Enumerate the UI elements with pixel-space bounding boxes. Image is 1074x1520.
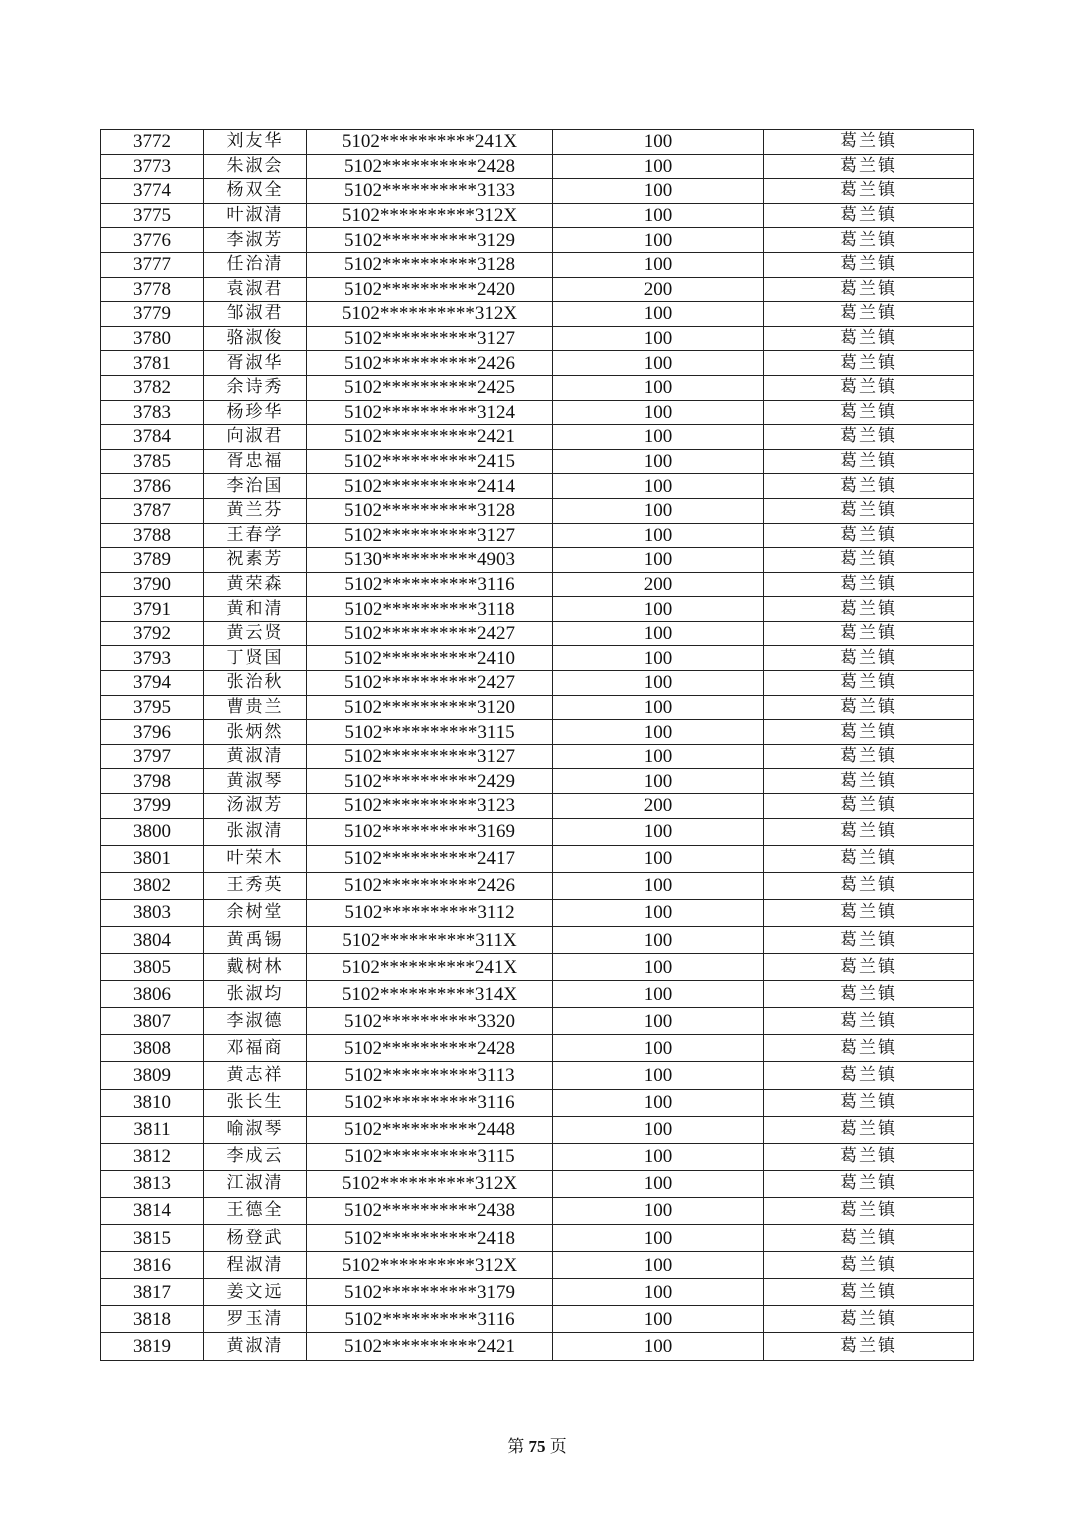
person-name-cell: 袁淑君 [204,277,307,302]
town-name-cell: 葛兰镇 [764,769,974,794]
table-row [101,1197,974,1224]
row-number-cell: 3797 [101,744,204,769]
amount-cell: 100 [553,621,764,646]
table-row [101,154,974,179]
row-number-cell: 3777 [101,252,204,277]
id-number-cell: 5102**********312X [307,1170,553,1197]
id-number-cell: 5102**********241X [307,130,553,155]
amount-cell: 100 [553,1116,764,1143]
person-name-cell: 杨珍华 [204,400,307,425]
table-row [101,130,974,155]
amount-cell: 100 [553,179,764,204]
amount-cell: 200 [553,794,764,819]
id-number-cell: 5102**********3129 [307,228,553,253]
town-name-cell: 葛兰镇 [764,872,974,899]
table-row [101,872,974,899]
amount-cell: 100 [553,1306,764,1333]
person-name-cell: 黄淑清 [204,744,307,769]
row-number-cell: 3784 [101,425,204,450]
id-number-cell: 5102**********3127 [307,744,553,769]
roster-table [100,129,974,1361]
town-name-cell: 葛兰镇 [764,695,974,720]
amount-cell: 100 [553,1252,764,1279]
town-name-cell: 葛兰镇 [764,899,974,926]
town-name-cell: 葛兰镇 [764,1062,974,1089]
person-name-cell: 李治国 [204,474,307,499]
id-number-cell: 5102**********2417 [307,845,553,872]
row-number-cell: 3772 [101,130,204,155]
town-name-cell: 葛兰镇 [764,927,974,954]
town-name-cell: 葛兰镇 [764,375,974,400]
town-name-cell: 葛兰镇 [764,400,974,425]
town-name-cell: 葛兰镇 [764,1008,974,1035]
id-number-cell: 5102**********3128 [307,252,553,277]
person-name-cell: 姜文远 [204,1279,307,1306]
row-number-cell: 3781 [101,351,204,376]
person-name-cell: 杨双全 [204,179,307,204]
table-row [101,845,974,872]
table-row [101,425,974,450]
person-name-cell: 张淑均 [204,981,307,1008]
id-number-cell: 5102**********3133 [307,179,553,204]
table-row [101,597,974,622]
row-number-cell: 3783 [101,400,204,425]
page-suffix: 页 [549,1437,567,1457]
id-number-cell: 5102**********3113 [307,1062,553,1089]
row-number-cell: 3791 [101,597,204,622]
roster-table-container [100,129,973,1361]
row-number-cell: 3818 [101,1306,204,1333]
row-number-cell: 3794 [101,671,204,696]
town-name-cell: 葛兰镇 [764,179,974,204]
id-number-cell: 5102**********3116 [307,1306,553,1333]
town-name-cell: 葛兰镇 [764,954,974,981]
table-row [101,1170,974,1197]
person-name-cell: 黄禹锡 [204,927,307,954]
table-row [101,228,974,253]
person-name-cell: 黄和清 [204,597,307,622]
table-row [101,695,974,720]
amount-cell: 100 [553,203,764,228]
person-name-cell: 余诗秀 [204,375,307,400]
amount-cell: 100 [553,1333,764,1360]
amount-cell: 100 [553,302,764,327]
row-number-cell: 3782 [101,375,204,400]
person-name-cell: 张长生 [204,1089,307,1116]
amount-cell: 100 [553,1197,764,1224]
table-row [101,1225,974,1252]
row-number-cell: 3779 [101,302,204,327]
person-name-cell: 喻淑琴 [204,1116,307,1143]
row-number-cell: 3812 [101,1143,204,1170]
town-name-cell: 葛兰镇 [764,523,974,548]
amount-cell: 100 [553,954,764,981]
page-prefix: 第 [507,1437,525,1457]
id-number-cell: 5102**********3116 [307,1089,553,1116]
table-row [101,1062,974,1089]
person-name-cell: 叶淑清 [204,203,307,228]
id-number-cell: 5102**********3118 [307,597,553,622]
id-number-cell: 5102**********2448 [307,1116,553,1143]
table-row [101,375,974,400]
town-name-cell: 葛兰镇 [764,425,974,450]
person-name-cell: 胥忠福 [204,449,307,474]
id-number-cell: 5102**********3179 [307,1279,553,1306]
amount-cell: 100 [553,1089,764,1116]
id-number-cell: 5102**********2428 [307,154,553,179]
row-number-cell: 3780 [101,326,204,351]
table-row [101,474,974,499]
town-name-cell: 葛兰镇 [764,1143,974,1170]
table-row [101,671,974,696]
id-number-cell: 5102**********2428 [307,1035,553,1062]
id-number-cell: 5102**********312X [307,203,553,228]
row-number-cell: 3819 [101,1333,204,1360]
row-number-cell: 3788 [101,523,204,548]
town-name-cell: 葛兰镇 [764,1279,974,1306]
page-number: 75 [528,1437,546,1456]
town-name-cell: 葛兰镇 [764,1170,974,1197]
person-name-cell: 向淑君 [204,425,307,450]
row-number-cell: 3774 [101,179,204,204]
table-row [101,981,974,1008]
person-name-cell: 李淑芳 [204,228,307,253]
id-number-cell: 5102**********311X [307,927,553,954]
amount-cell: 100 [553,130,764,155]
id-number-cell: 5102**********312X [307,302,553,327]
id-number-cell: 5102**********3123 [307,794,553,819]
row-number-cell: 3807 [101,1008,204,1035]
row-number-cell: 3800 [101,818,204,845]
amount-cell: 100 [553,981,764,1008]
amount-cell: 200 [553,572,764,597]
row-number-cell: 3778 [101,277,204,302]
amount-cell: 100 [553,1170,764,1197]
row-number-cell: 3776 [101,228,204,253]
table-row [101,572,974,597]
town-name-cell: 葛兰镇 [764,203,974,228]
town-name-cell: 葛兰镇 [764,621,974,646]
id-number-cell: 5102**********2420 [307,277,553,302]
row-number-cell: 3810 [101,1089,204,1116]
town-name-cell: 葛兰镇 [764,252,974,277]
town-name-cell: 葛兰镇 [764,1035,974,1062]
person-name-cell: 余树堂 [204,899,307,926]
town-name-cell: 葛兰镇 [764,302,974,327]
town-name-cell: 葛兰镇 [764,1197,974,1224]
row-number-cell: 3813 [101,1170,204,1197]
page-footer [0,1432,1074,1457]
amount-cell: 100 [553,845,764,872]
amount-cell: 100 [553,872,764,899]
id-number-cell: 5102**********2426 [307,872,553,899]
person-name-cell: 刘友华 [204,130,307,155]
town-name-cell: 葛兰镇 [764,351,974,376]
town-name-cell: 葛兰镇 [764,597,974,622]
id-number-cell: 5102**********2427 [307,621,553,646]
person-name-cell: 邹淑君 [204,302,307,327]
table-row [101,794,974,819]
amount-cell: 100 [553,400,764,425]
table-row [101,1252,974,1279]
amount-cell: 100 [553,1035,764,1062]
town-name-cell: 葛兰镇 [764,1333,974,1360]
amount-cell: 100 [553,1143,764,1170]
person-name-cell: 曹贵兰 [204,695,307,720]
amount-cell: 100 [553,597,764,622]
person-name-cell: 程淑清 [204,1252,307,1279]
row-number-cell: 3790 [101,572,204,597]
amount-cell: 100 [553,375,764,400]
id-number-cell: 5102**********2425 [307,375,553,400]
table-row [101,720,974,745]
amount-cell: 100 [553,228,764,253]
row-number-cell: 3786 [101,474,204,499]
table-row [101,818,974,845]
row-number-cell: 3815 [101,1225,204,1252]
person-name-cell: 江淑清 [204,1170,307,1197]
town-name-cell: 葛兰镇 [764,474,974,499]
id-number-cell: 5102**********241X [307,954,553,981]
table-row [101,1279,974,1306]
row-number-cell: 3817 [101,1279,204,1306]
person-name-cell: 丁贤国 [204,646,307,671]
table-row [101,203,974,228]
table-row [101,1089,974,1116]
id-number-cell: 5102**********314X [307,981,553,1008]
id-number-cell: 5102**********2415 [307,449,553,474]
amount-cell: 100 [553,548,764,573]
row-number-cell: 3802 [101,872,204,899]
amount-cell: 100 [553,899,764,926]
row-number-cell: 3804 [101,927,204,954]
amount-cell: 100 [553,326,764,351]
amount-cell: 100 [553,1008,764,1035]
table-row [101,899,974,926]
town-name-cell: 葛兰镇 [764,1225,974,1252]
id-number-cell: 5130**********4903 [307,548,553,573]
row-number-cell: 3798 [101,769,204,794]
row-number-cell: 3809 [101,1062,204,1089]
town-name-cell: 葛兰镇 [764,1252,974,1279]
amount-cell: 100 [553,769,764,794]
table-row [101,1143,974,1170]
table-row [101,954,974,981]
amount-cell: 100 [553,695,764,720]
person-name-cell: 王德全 [204,1197,307,1224]
person-name-cell: 胥淑华 [204,351,307,376]
person-name-cell: 黄云贤 [204,621,307,646]
town-name-cell: 葛兰镇 [764,548,974,573]
town-name-cell: 葛兰镇 [764,1306,974,1333]
table-row [101,523,974,548]
person-name-cell: 叶荣木 [204,845,307,872]
row-number-cell: 3795 [101,695,204,720]
table-row [101,744,974,769]
amount-cell: 100 [553,351,764,376]
person-name-cell: 张炳然 [204,720,307,745]
id-number-cell: 5102**********2427 [307,671,553,696]
table-row [101,277,974,302]
amount-cell: 100 [553,498,764,523]
row-number-cell: 3816 [101,1252,204,1279]
town-name-cell: 葛兰镇 [764,794,974,819]
id-number-cell: 5102**********2414 [307,474,553,499]
person-name-cell: 李成云 [204,1143,307,1170]
person-name-cell: 张治秋 [204,671,307,696]
person-name-cell: 杨登武 [204,1225,307,1252]
table-row [101,179,974,204]
table-row [101,400,974,425]
row-number-cell: 3792 [101,621,204,646]
amount-cell: 100 [553,474,764,499]
table-row [101,1008,974,1035]
person-name-cell: 王秀英 [204,872,307,899]
id-number-cell: 5102**********2418 [307,1225,553,1252]
id-number-cell: 5102**********3120 [307,695,553,720]
amount-cell: 100 [553,1279,764,1306]
table-row [101,252,974,277]
person-name-cell: 黄兰芬 [204,498,307,523]
table-row [101,302,974,327]
person-name-cell: 王春学 [204,523,307,548]
town-name-cell: 葛兰镇 [764,228,974,253]
row-number-cell: 3806 [101,981,204,1008]
row-number-cell: 3799 [101,794,204,819]
id-number-cell: 5102**********312X [307,1252,553,1279]
table-row [101,769,974,794]
town-name-cell: 葛兰镇 [764,1089,974,1116]
table-row [101,1035,974,1062]
table-row [101,498,974,523]
town-name-cell: 葛兰镇 [764,277,974,302]
person-name-cell: 李淑德 [204,1008,307,1035]
table-row [101,621,974,646]
row-number-cell: 3789 [101,548,204,573]
town-name-cell: 葛兰镇 [764,449,974,474]
amount-cell: 200 [553,277,764,302]
row-number-cell: 3793 [101,646,204,671]
amount-cell: 100 [553,1225,764,1252]
amount-cell: 100 [553,646,764,671]
id-number-cell: 5102**********2438 [307,1197,553,1224]
row-number-cell: 3796 [101,720,204,745]
table-row [101,449,974,474]
town-name-cell: 葛兰镇 [764,1116,974,1143]
id-number-cell: 5102**********3112 [307,899,553,926]
table-row [101,1333,974,1360]
amount-cell: 100 [553,671,764,696]
row-number-cell: 3808 [101,1035,204,1062]
amount-cell: 100 [553,1062,764,1089]
town-name-cell: 葛兰镇 [764,572,974,597]
row-number-cell: 3773 [101,154,204,179]
id-number-cell: 5102**********3169 [307,818,553,845]
town-name-cell: 葛兰镇 [764,981,974,1008]
town-name-cell: 葛兰镇 [764,646,974,671]
amount-cell: 100 [553,425,764,450]
town-name-cell: 葛兰镇 [764,498,974,523]
town-name-cell: 葛兰镇 [764,744,974,769]
id-number-cell: 5102**********3320 [307,1008,553,1035]
row-number-cell: 3787 [101,498,204,523]
row-number-cell: 3811 [101,1116,204,1143]
id-number-cell: 5102**********2429 [307,769,553,794]
amount-cell: 100 [553,154,764,179]
table-row [101,1116,974,1143]
person-name-cell: 骆淑俊 [204,326,307,351]
row-number-cell: 3785 [101,449,204,474]
amount-cell: 100 [553,927,764,954]
person-name-cell: 黄荣森 [204,572,307,597]
row-number-cell: 3803 [101,899,204,926]
town-name-cell: 葛兰镇 [764,845,974,872]
town-name-cell: 葛兰镇 [764,326,974,351]
person-name-cell: 邓福商 [204,1035,307,1062]
row-number-cell: 3805 [101,954,204,981]
amount-cell: 100 [553,744,764,769]
id-number-cell: 5102**********2421 [307,1333,553,1360]
person-name-cell: 罗玉清 [204,1306,307,1333]
id-number-cell: 5102**********3124 [307,400,553,425]
town-name-cell: 葛兰镇 [764,154,974,179]
id-number-cell: 5102**********3127 [307,523,553,548]
person-name-cell: 黄淑琴 [204,769,307,794]
person-name-cell: 汤淑芳 [204,794,307,819]
id-number-cell: 5102**********3115 [307,1143,553,1170]
amount-cell: 100 [553,720,764,745]
amount-cell: 100 [553,818,764,845]
table-row [101,548,974,573]
id-number-cell: 5102**********3127 [307,326,553,351]
id-number-cell: 5102**********3128 [307,498,553,523]
amount-cell: 100 [553,523,764,548]
person-name-cell: 戴树林 [204,954,307,981]
town-name-cell: 葛兰镇 [764,671,974,696]
roster-table-body [101,130,974,1361]
person-name-cell: 朱淑会 [204,154,307,179]
row-number-cell: 3801 [101,845,204,872]
id-number-cell: 5102**********2426 [307,351,553,376]
row-number-cell: 3814 [101,1197,204,1224]
id-number-cell: 5102**********2410 [307,646,553,671]
amount-cell: 100 [553,252,764,277]
id-number-cell: 5102**********2421 [307,425,553,450]
person-name-cell: 任治清 [204,252,307,277]
table-row [101,1306,974,1333]
town-name-cell: 葛兰镇 [764,720,974,745]
person-name-cell: 祝素芳 [204,548,307,573]
table-row [101,326,974,351]
person-name-cell: 黄志祥 [204,1062,307,1089]
town-name-cell: 葛兰镇 [764,818,974,845]
amount-cell: 100 [553,449,764,474]
table-row [101,351,974,376]
id-number-cell: 5102**********3116 [307,572,553,597]
row-number-cell: 3775 [101,203,204,228]
id-number-cell: 5102**********3115 [307,720,553,745]
table-row [101,646,974,671]
table-row [101,927,974,954]
person-name-cell: 张淑清 [204,818,307,845]
town-name-cell: 葛兰镇 [764,130,974,155]
person-name-cell: 黄淑清 [204,1333,307,1360]
